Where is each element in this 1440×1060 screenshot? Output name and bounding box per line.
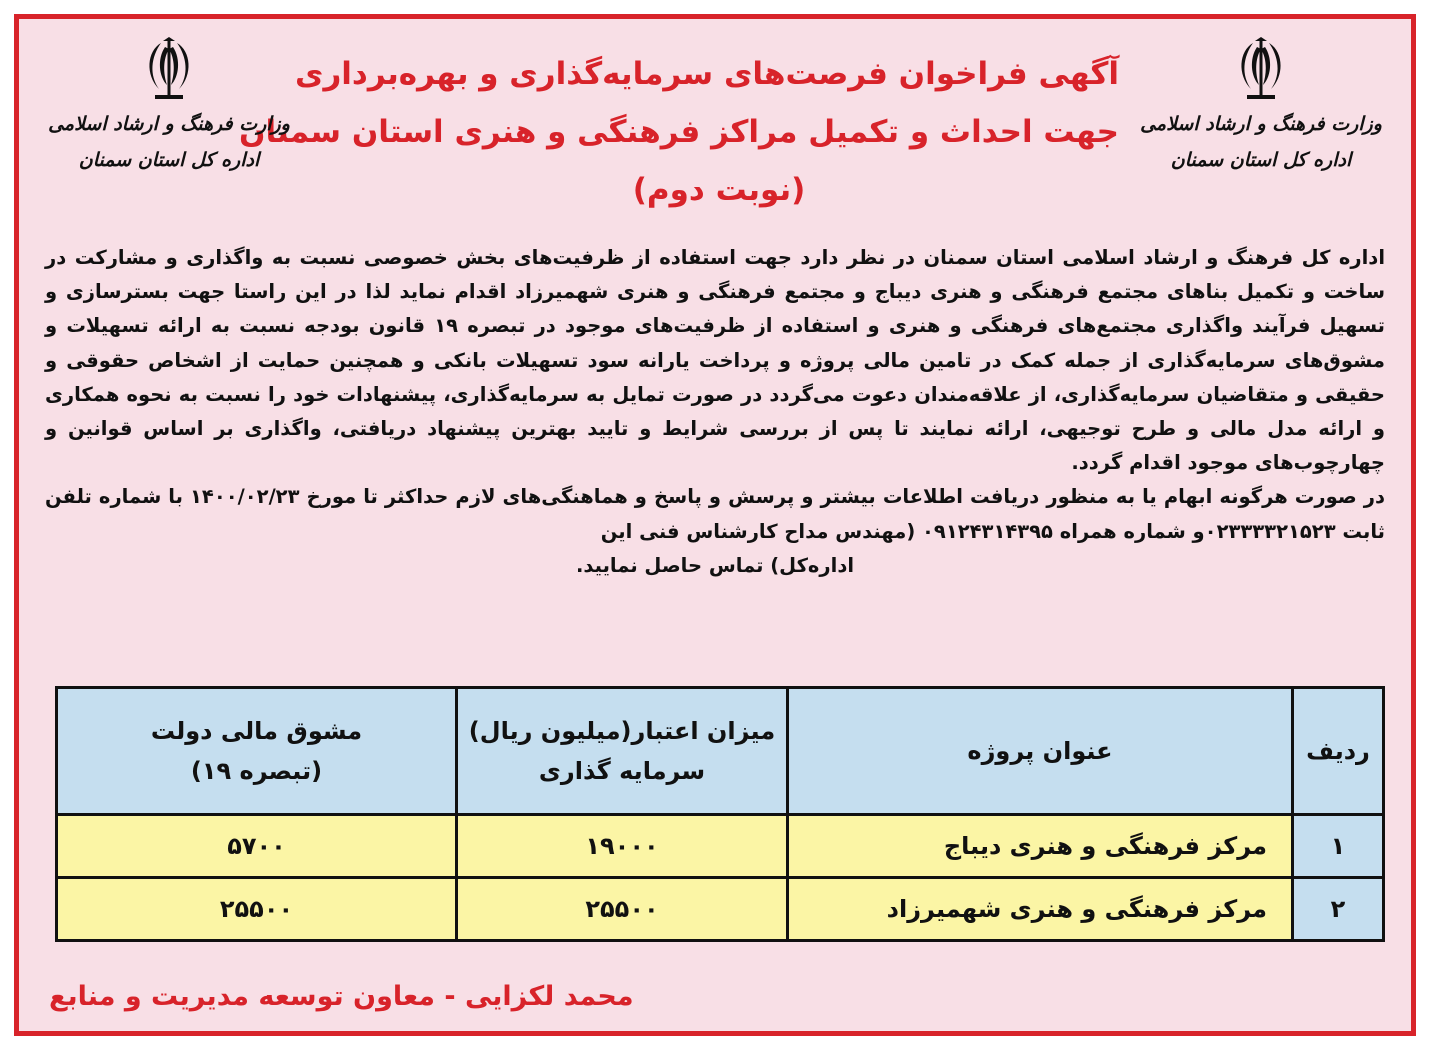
- ministry-block-right: [1131, 37, 1391, 175]
- header-credit-line-1: میزان اعتبار(میلیون ریال): [468, 717, 776, 745]
- header-credit: [457, 688, 788, 815]
- header-project-name: عنوان پروژه: [788, 688, 1293, 815]
- table-row: [57, 815, 1384, 878]
- row-credit: ۱۹۰۰۰: [457, 815, 788, 878]
- header-credit-line-2: سرمایه گذاری: [538, 757, 706, 785]
- body-paragraph-2: در صورت هرگونه ابهام یا به منظور دریافت اطلاعات بیشتر و پرسش و پاسخ و هماهنگی‌های لازم حداکثر تا مورخ ۱۴۰۰/۰۲/۲۳ با شماره تلفن ثابت ۰۲۳۳۳۳۲۱۵۲۳و شماره همراه ۰۹۱۲۴۳۱۴۳۹۵ (مهندس مداح کارشناس فنی این: [45, 485, 1385, 543]
- row-project-name: مرکز فرهنگی و هنری شهمیرزاد: [788, 878, 1293, 941]
- title-line-3: (نوبت دوم): [632, 172, 806, 208]
- table-row: [57, 878, 1384, 941]
- iran-emblem-icon: [1131, 37, 1391, 103]
- table-header-row: [57, 688, 1384, 815]
- province-office: اداره کل استان سمنان: [1170, 149, 1352, 171]
- row-credit: ۲۵۵۰۰: [457, 878, 788, 941]
- ministry-name: وزارت فرهنگ و ارشاد اسلامی: [48, 113, 290, 135]
- ministry-block-left: [39, 37, 299, 175]
- row-incentive: ۵۷۰۰: [57, 815, 457, 878]
- notice-body: [45, 241, 1385, 583]
- body-paragraph-2-end: اداره‌کل) تماس حاصل نمایید.: [575, 553, 855, 577]
- header-incentive-line-1: مشوق مالی دولت: [150, 717, 363, 745]
- header-incentive: [57, 688, 457, 815]
- row-project-name: مرکز فرهنگی و هنری دیباج: [788, 815, 1293, 878]
- title-line-2: جهت احداث و تکمیل مراکز فرهنگی و هنری استان سمنان: [239, 114, 1119, 150]
- header-index: ردیف: [1293, 688, 1384, 815]
- notice-header: [19, 19, 1411, 239]
- signature: محمد لکزایی - معاون توسعه مدیریت و منابع: [49, 981, 634, 1012]
- notice-frame: [14, 14, 1416, 1036]
- title-line-1: آگهی فراخوان فرصت‌های سرمایه‌گذاری و بهره‌برداری: [295, 56, 1119, 92]
- iran-emblem-icon: [39, 37, 299, 103]
- notice-title: [239, 45, 1119, 219]
- projects-table: [55, 686, 1385, 942]
- ministry-name: وزارت فرهنگ و ارشاد اسلامی: [1140, 113, 1382, 135]
- body-paragraph-1: اداره کل فرهنگ و ارشاد اسلامی استان سمنان در نظر دارد جهت استفاده از ظرفیت‌های بخش خصوصی نسبت به واگذاری و مشارکت در ساخت و تکمیل بناهای مجتمع فرهنگی و هنری دیباج و مجتمع فرهنگی و هنری شهمیرزاد اقدام نماید لذا در این راستا جهت بسترسازی و تسهیل فرآیند واگذاری مجتمع‌های فرهنگی و هنری و استفاده از ظرفیت‌های موجود در تبصره ۱۹ قانون بودجه نسبت به ارائه تسهیلات و مشوق‌های سرمایه‌گذاری از جمله کمک در تامین مالی پروژه و پرداخت یارانه سود تسهیلات بانکی و همچنین حمایت از اشخاص حقوقی و حقیقی و متقاضیان سرمایه‌گذاری، از علاقه‌مندان دعوت می‌گردد در صورت تمایل به سرمایه‌گذاری، پیشنهادات خود را نسبت به نحوه همکاری و ارائه مدل مالی و طرح توجیهی، ارائه نمایند تا پس از بررسی شرایط و تایید بهترین پیشنهاد دریافتی، واگذاری بر اساس قوانین و چهارچوب‌های موجود اقدام گردد.: [45, 246, 1385, 475]
- row-index: ۲: [1293, 878, 1384, 941]
- row-index: ۱: [1293, 815, 1384, 878]
- province-office: اداره کل استان سمنان: [78, 149, 260, 171]
- row-incentive: ۲۵۵۰۰: [57, 878, 457, 941]
- header-incentive-line-2: (تبصره ۱۹): [190, 757, 323, 785]
